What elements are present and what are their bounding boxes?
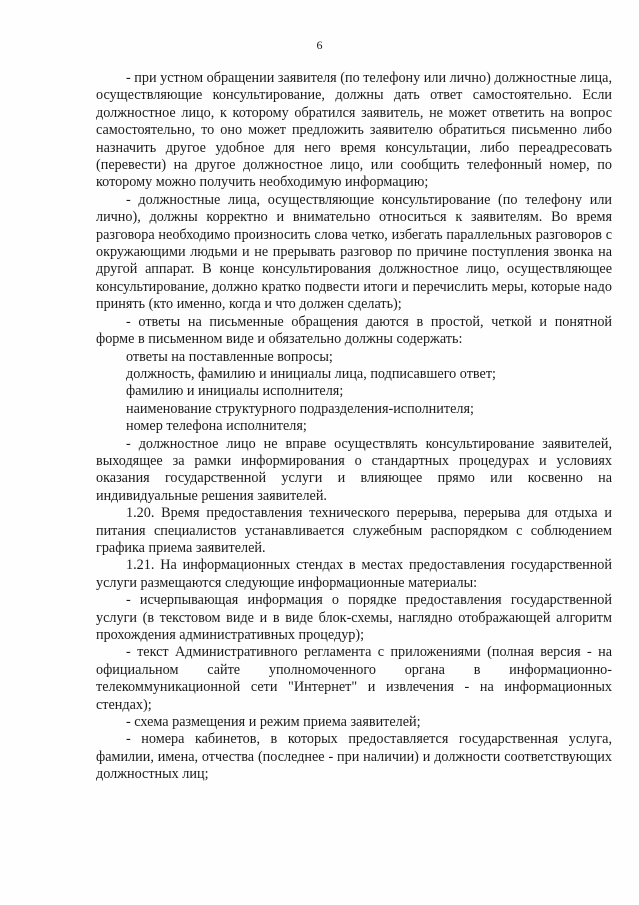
list-item-office-numbers: - номера кабинетов, в которых предоставляется государственная услуга, фамилии, имена, отчества (последнее - при наличии) и должности соответствующих должностных лиц; [96, 731, 612, 783]
list-item-procedure-info: - исчерпывающая информация о порядке предоставления государственной услуги (в текстовом виде и в виде блок-схемы, наглядно отображающей алгоритм прохождения административных процедур); [96, 592, 612, 643]
paragraph-consultation-conduct: - должностные лица, осуществляющие консультирование (по телефону или лично), должны корректно и внимательно относиться к заявителям. Во время разговора необходимо произносить слова четко, избегать параллельных разговоров с окружающими людьми и не прерывать разговор по причине поступления звонка на другой аппарат. В конце консультирования должностное лицо, осуществляющее консультирование, должно кратко подвести итоги и перечислить меры, которые надо принять (кто именно, когда и что должен сделать); [96, 191, 612, 313]
section-1-21: 1.21. На информационных стендах в местах предоставления государственной услуги размещаются следующие информационные материалы: [96, 557, 612, 591]
list-item-signer: должность, фамилию и инициалы лица, подписавшего ответ; [126, 365, 496, 382]
list-item-answers: ответы на поставленные вопросы; [126, 348, 333, 365]
list-item-schedule: - схема размещения и режим приема заявителей; [126, 714, 421, 731]
list-item-department: наименование структурного подразделения-исполнителя; [126, 400, 474, 417]
paragraph-written-replies: - ответы на письменные обращения даются в простой, четкой и понятной форме в письменном виде и обязательно должны содержать: [96, 313, 612, 348]
list-item-executor: фамилию и инициалы исполнителя; [126, 383, 344, 400]
paragraph-oral-consultation: - при устном обращении заявителя (по телефону или лично) должностные лица, осуществляющие консультирование, должны дать ответ самостоятельно. Если должностное лицо, к которому обратился заявитель, не может ответить на вопрос самостоятельно, то оно может предложить заявителю обратиться письменно либо назначить другое удобное для него время консультации, либо переадресовать (перевести) на другое должностное лицо, или сообщить телефонный номер, по которому можно получить необходимую информацию; [96, 70, 612, 191]
paragraph-consultation-limits: - должностное лицо не вправе осуществлять консультирование заявителей, выходящее за рамки информирования о стандартных процедурах и условиях оказания государственной услуги и влияющее прямо или косвенно на индивидуальные решения заявителей. [96, 435, 612, 504]
page-number: 6 [316, 38, 323, 52]
list-item-phone: номер телефона исполнителя; [126, 418, 307, 435]
list-item-regulation-text: - текст Административного регламента с приложениями (полная версия - на официальном сайте уполномоченного органа в информационно-телекоммуникационной сети "Интернет" и извлечения - на информационных стендах); [96, 644, 612, 713]
document-body [96, 70, 612, 784]
section-1-20: 1.20. Время предоставления технического перерыва, перерыва для отдыха и питания специалистов устанавливается служебным распорядком с соблюдением графика приема заявителей. [96, 505, 612, 556]
